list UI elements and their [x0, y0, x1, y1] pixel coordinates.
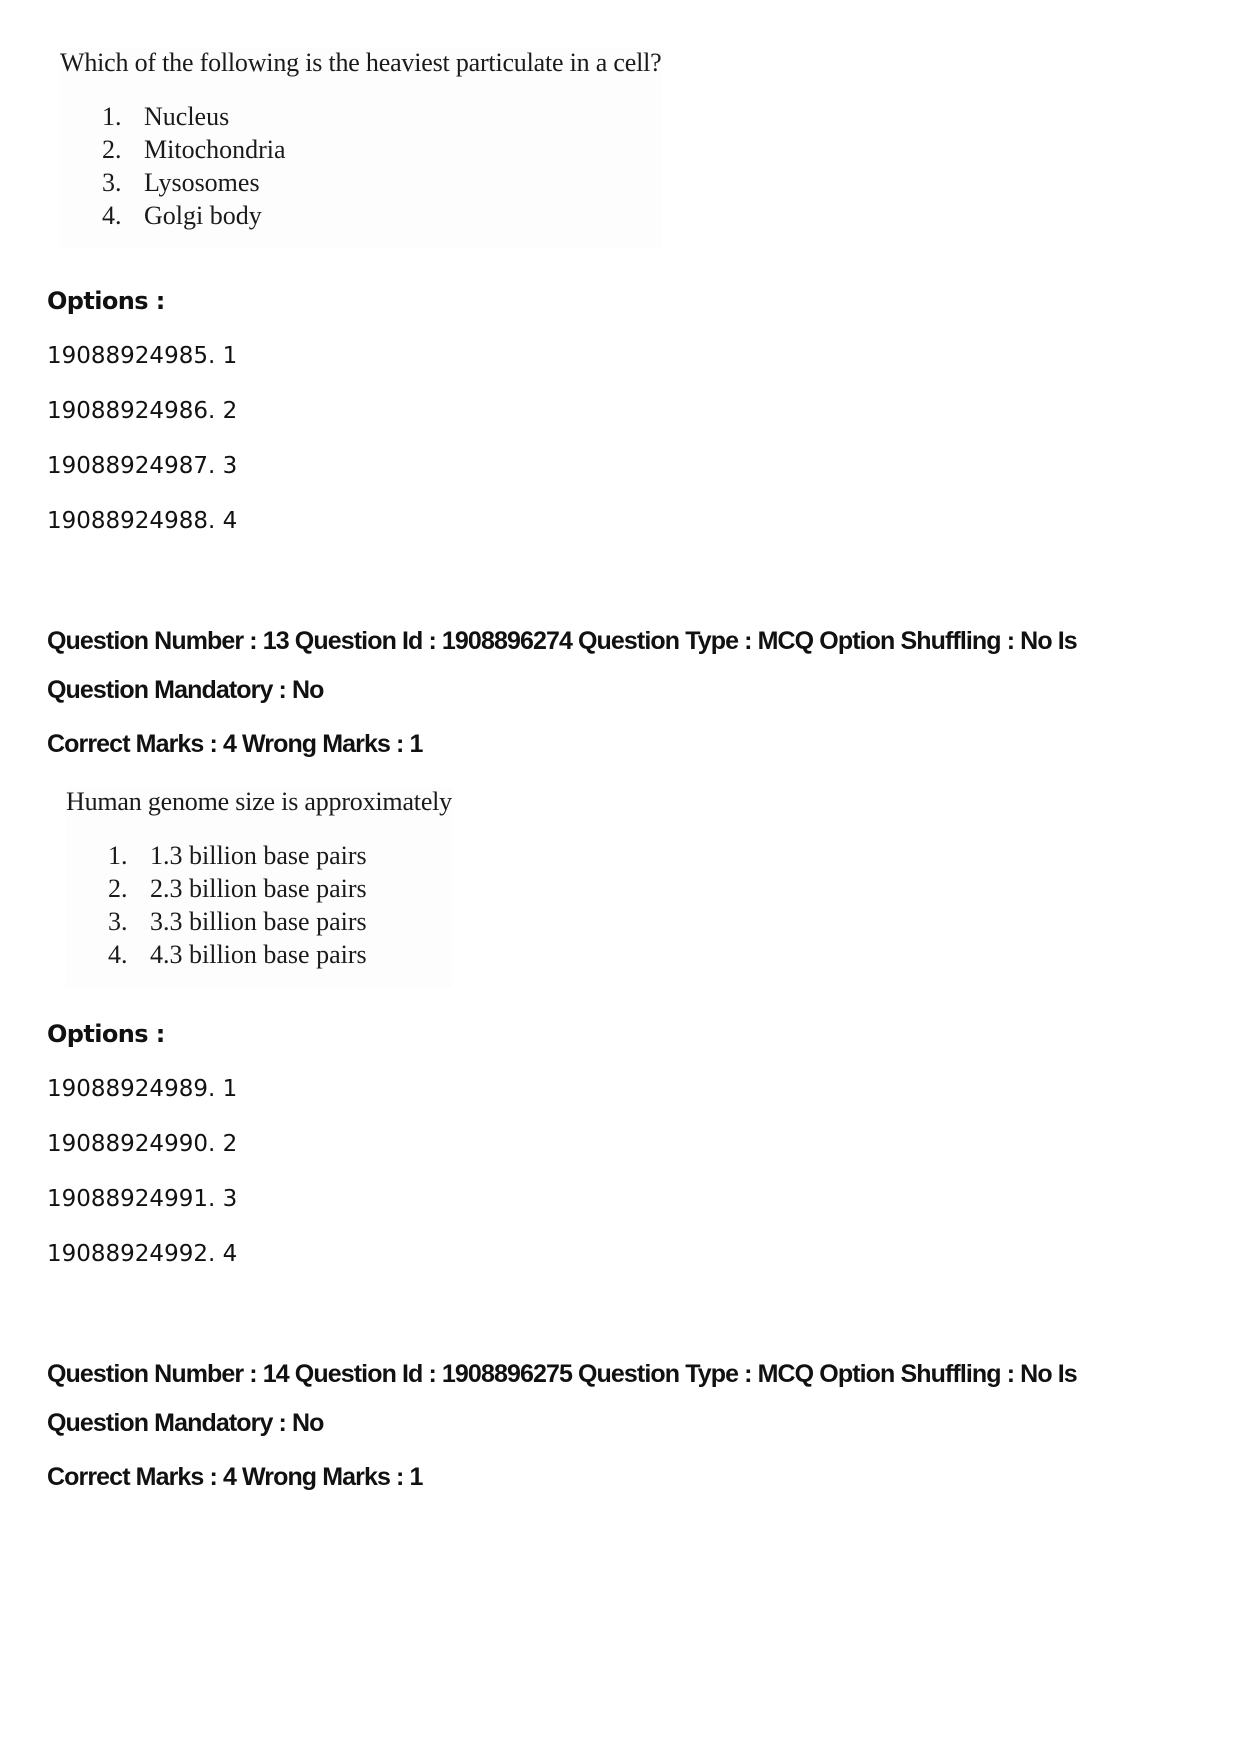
- question-14-meta: Question Number : 14 Question Id : 1908896275 Question Type : MCQ Option Shuffling : No Is: [47, 1360, 1077, 1388]
- choice-item: 4. Golgi body: [102, 201, 262, 230]
- question-12-image: [60, 48, 661, 248]
- question-13-mandatory: Question Mandatory : No: [47, 676, 324, 704]
- question-13-marks: Correct Marks : 4 Wrong Marks : 1: [47, 730, 423, 758]
- option-item: 19088924992. 4: [47, 1241, 238, 1267]
- question-12-text: Which of the following is the heaviest particulate in a cell?: [60, 48, 662, 77]
- options-label: Options :: [47, 287, 165, 315]
- choice-item: 1. 1.3 billion base pairs: [108, 841, 367, 870]
- option-item: 19088924990. 2: [47, 1131, 238, 1157]
- option-item: 19088924987. 3: [47, 453, 238, 479]
- choice-item: 1. Nucleus: [102, 102, 230, 131]
- question-13-image: [66, 787, 452, 987]
- choice-item: 4. 4.3 billion base pairs: [108, 940, 367, 969]
- question-14-mandatory: Question Mandatory : No: [47, 1409, 324, 1437]
- option-item: 19088924988. 4: [47, 508, 238, 534]
- question-13-meta: Question Number : 13 Question Id : 1908896274 Question Type : MCQ Option Shuffling : No Is: [47, 627, 1077, 655]
- question-12-choices: [102, 100, 661, 232]
- choice-item: 2. 2.3 billion base pairs: [108, 874, 367, 903]
- choice-item: 3. 3.3 billion base pairs: [108, 907, 367, 936]
- option-item: 19088924989. 1: [47, 1076, 238, 1102]
- choice-item: 2. Mitochondria: [102, 135, 286, 164]
- question-14-marks: Correct Marks : 4 Wrong Marks : 1: [47, 1463, 423, 1491]
- option-item: 19088924986. 2: [47, 398, 238, 424]
- option-item: 19088924991. 3: [47, 1186, 238, 1212]
- question-13-text: Human genome size is approximately: [66, 787, 452, 816]
- options-label: Options :: [47, 1020, 165, 1048]
- option-item: 19088924985. 1: [47, 343, 238, 369]
- question-13-choices: [108, 839, 452, 971]
- choice-item: 3. Lysosomes: [102, 168, 260, 197]
